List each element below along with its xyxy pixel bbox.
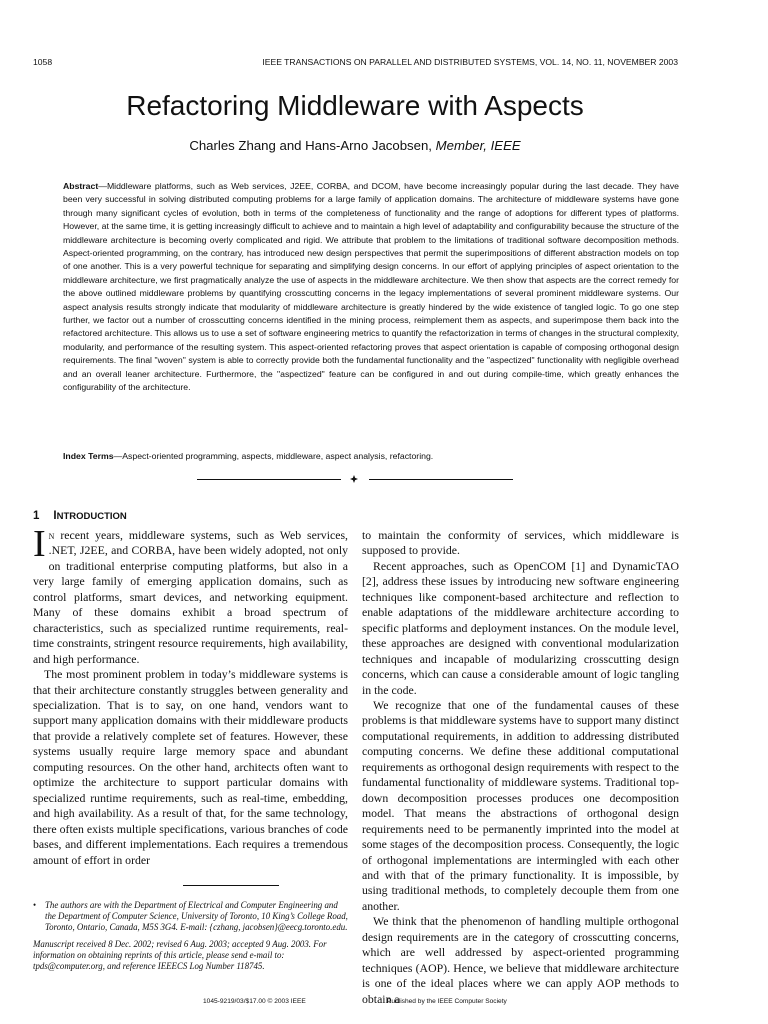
footnote-rule [183, 885, 279, 886]
index-terms-text: —Aspect-oriented programming, aspects, middleware, aspect analysis, refactoring. [113, 451, 434, 461]
paper-title: Refactoring Middleware with Aspects [126, 90, 584, 121]
affiliation-text: The authors are with the Department of Electrical and Computer Engineering and the Department of Computer Science, University of Toronto, 10 King’s College Road, Toronto, Ontario, Canada, M5S 3G4. E-mail: {czhang, jacobsen}@eecg.toronto.edu. [45, 900, 348, 933]
body-paragraph: to maintain the conformity of services, which middleware is supposed to provide. [362, 528, 679, 558]
abstract-label: Abstract [63, 181, 99, 191]
diamond-ornament-icon [350, 475, 358, 483]
body-paragraph [33, 523, 348, 667]
body-column-right [362, 528, 679, 1007]
body-column-left [33, 523, 348, 868]
index-terms-label: Index Terms [63, 451, 114, 461]
divider-rule-left [197, 479, 341, 480]
abstract [63, 180, 679, 395]
body-paragraph: Recent approaches, such as OpenCOM [1] and DynamicTAO [2], address these issues by introducing new software engineering techniques like component-based architecture and reflection to enable adaptations of the middleware architecture according to specific platforms and deployment instances. On the module level, these approaches are designed with conventional modularization techniques and incapable of modularizing crosscutting design concerns, which can cause a considerable amount of logic tangling in the code. [362, 558, 679, 697]
section-heading [33, 510, 127, 522]
footnote [33, 900, 348, 972]
index-terms [63, 451, 679, 461]
author-names: Charles Zhang and Hans-Arno Jacobsen, [189, 138, 436, 153]
body-paragraph: We recognize that one of the fundamental causes of these problems is that middleware systems have to support many distinct computational requirements, in addition to addressing distributed computing concerns. We define these additional computational requirements as orthogonal design requirements with respect to the fundamental functionality of middleware systems. Traditional top-down decomposition processes produces one decomposition model. That means the abstractions of orthogonal design requirements need to be permanently imprinted into the model at some stages of the decomposition process. Consequently, the logic of orthogonal implementations are intermingled with each other and with that of the primary functionality. It is impossible, by using traditional methods, to completely decouple them from one another. [362, 697, 679, 913]
footer-publisher: Published by the IEEE Computer Society [387, 998, 507, 1005]
section-title-initial: I [53, 510, 57, 522]
drop-cap: I [33, 523, 46, 565]
manuscript-history: Manuscript received 8 Dec. 2002; revised 6 Aug. 2003; accepted 9 Aug. 2003. For information on obtaining reprints of this article, please send e-mail to: tpds@computer.org, and reference IEEECS Log Number 118745. [33, 938, 327, 972]
body-paragraph: The most prominent problem in today’s middleware systems is that their architecture constantly struggles between generality and specialization. That is to say, on one hand, vendors want to support many application domains with their middleware products that provide a relatively complete set of features. However, these systems usually require large memory space and abundant computing resources. On the other hand, architects often want to optimize the architecture to support particular domains with specialized runtime requirements, such as real-time, embedding, and high availability. As a result of that, for the same technology, there often exists multiple specifications, various branches of code bases, and different implementations. Each requires a tremendous amount of effort in order [33, 667, 348, 867]
lead-smallcaps: n [48, 528, 55, 542]
section-number: 1 [33, 510, 40, 522]
section-title-rest: NTRODUCTION [56, 511, 127, 522]
footer-copyright: 1045-9219/03/$17.00 © 2003 IEEE [203, 998, 306, 1005]
body-paragraph: We think that the phenomenon of handling multiple orthogonal design requirements are in the category of crosscutting concerns, which are well addressed by aspect-oriented programming techniques (AOP). Hence, we believe that middleware architecture is one of the ideal places where we can apply AOP methods to obtain a [362, 914, 679, 1006]
journal-citation: IEEE TRANSACTIONS ON PARALLEL AND DISTRIBUTED SYSTEMS, VOL. 14, NO. 11, NOVEMBER 2003 [262, 57, 678, 67]
author-membership: Member, IEEE [435, 138, 521, 153]
footnote-affiliation [33, 900, 348, 934]
page-number: 1058 [33, 57, 53, 67]
paragraph-text: recent years, middleware systems, such as Web services, .NET, J2EE, and CORBA, have been widely adopted, not only on traditional enterprise computing platforms, but also in a very large family of emerging application domains, such as control platforms, smart devices, and networking equipment. Many of these domains exhibit a broad spectrum of characteristics, such as specialized runtime requirements, real-time constraints, stringent resource requirements, high availability, and high performance. [33, 528, 348, 666]
section-divider [197, 473, 513, 485]
divider-rule-right [369, 479, 513, 480]
abstract-text: —Middleware platforms, such as Web services, J2EE, CORBA, and DCOM, have become increasingly popular during the last decade. They have been very successful in solving distributed computing problems for a large family of application domains. The architecture of middleware systems have gone through many significant cycles of evolution, both in terms of the completeness of functionality and the range of adoptions for different types of platforms. However, at the same time, it is getting increasingly difficult to achieve and to maintain a high level of adaptability and configurability because the structure of the middleware architecture is becoming overly complicated and rigid. We attribute that problem to the limitations of traditional software decomposition methods. Aspect-oriented programming, on the contrary, has introduced new design perspectives that permit the superimpositions of different abstraction models on top of one another. This is a very powerful technique for separating and simplifying design concerns. In our effort of applying principles of aspect orientation to the middleware architecture, we first pragmatically analyze the use of aspects in the middleware architecture. We then show that aspects are the correct remedy for the above outlined middleware problems by quantifying crosscutting concerns in the legacy implementations of several prominent middleware systems. Our aspect analysis results strongly indicate that modularity of middleware architecture is greatly hindered by the wide existence of tangled logic. To go one step further, we factor out a number of crosscutting concerns identified in the mining process, reimplement them as aspects, and superimpose them back into the refactored architecture. This allows us to use a set of software engineering metrics to quantify the refactorization in terms of changes in the structural complexity, modularity, and performance of the resulting system. This aspect-oriented refactoring proves that aspect orientation is capable of composing orthogonal design requirements. The final "woven" system is able to correctly provide both the fundamental functionality and the "aspectized" functionality with negligible overhead and an overall leaner architecture. Furthermore, the "aspectized" feature can be configured in and out during compile-time, which greatly enhances the configurability of the architecture. [63, 181, 679, 393]
bullet-icon: • [33, 900, 37, 910]
author-line [0, 138, 710, 153]
